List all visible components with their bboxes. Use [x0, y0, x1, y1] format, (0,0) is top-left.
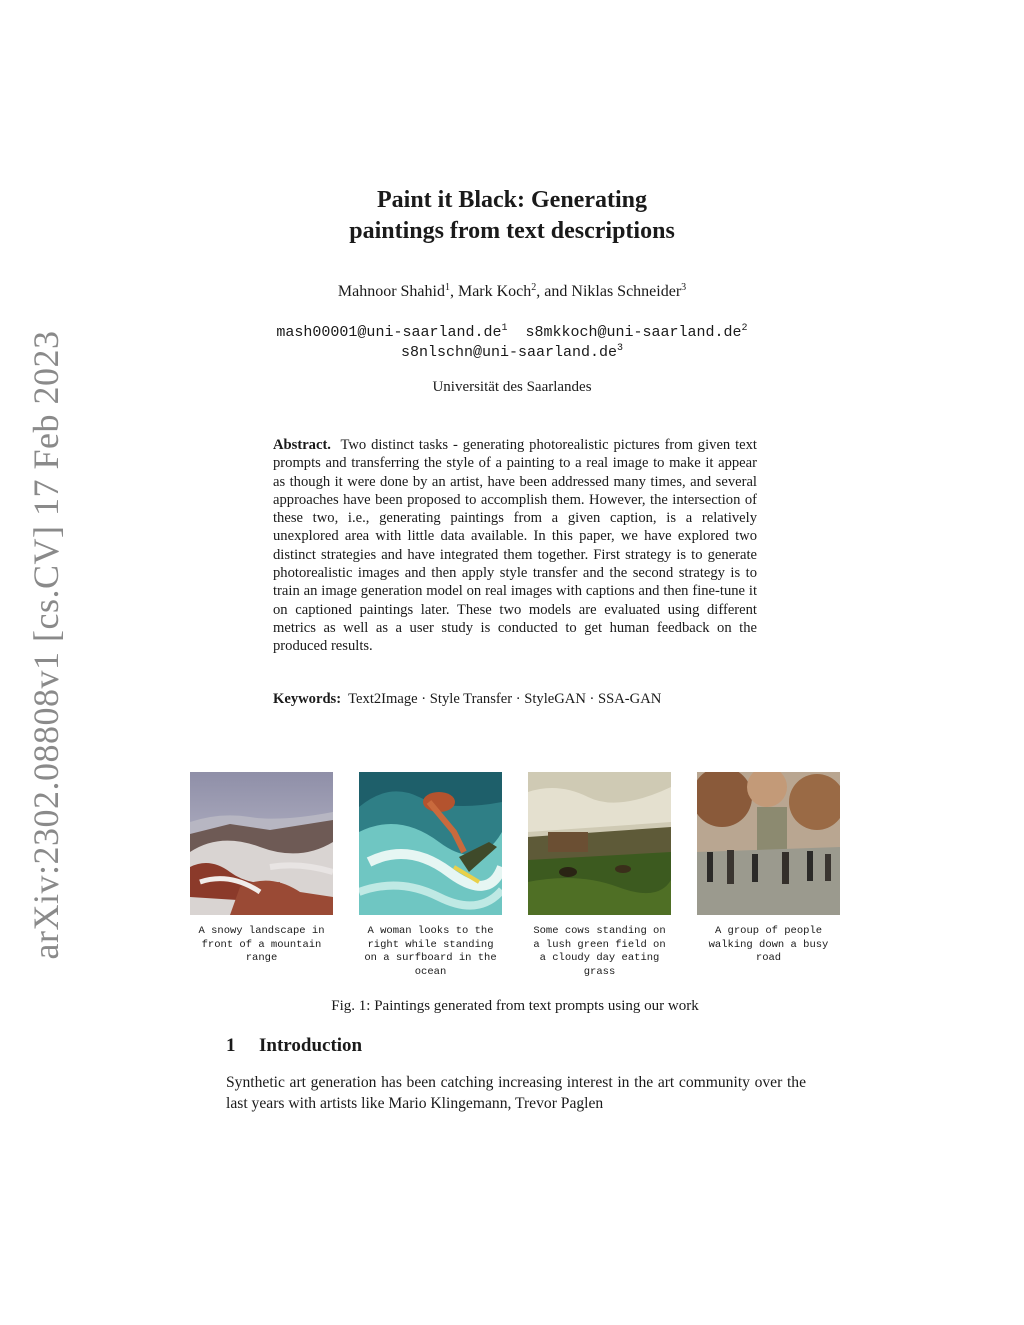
email-list	[262, 323, 762, 363]
painting-image-busy-road	[697, 772, 840, 915]
email-line-1	[262, 323, 762, 343]
author-separator: , and	[536, 283, 572, 300]
abstract-label: Abstract.	[273, 437, 331, 453]
panel-caption: A group of people walking down a busy road	[708, 925, 829, 964]
painting-image-cows-field	[528, 772, 671, 915]
section-number: 1	[226, 1035, 236, 1056]
author-mark: 1	[444, 282, 450, 293]
author-mark: 2	[531, 282, 537, 293]
email-address[interactable]: s8nlschn@uni-saarland.de	[400, 344, 618, 361]
painting-image-surfer	[359, 772, 502, 915]
arxiv-identifier-stamp: arXiv:2302.08808v1 [cs.CV] 17 Feb 2023	[26, 330, 66, 960]
figure-caption: Fig. 1: Paintings generated from text prompts using our work	[331, 998, 699, 1014]
abstract	[273, 436, 757, 656]
figure-panel-busy-road	[697, 772, 840, 966]
abstract-text: Two distinct tasks - generating photorealistic pictures from given text prompts and transferring the style of a painting to a real image to make it appear as though it were done by an artist, have been addressed many times, and several approaches have been proposed to accomplish them. However, the intersection of these two, i.e., generating paintings from a given caption, is a relatively unexplored area with little data available. In this paper, we have explored two distinct strategies and have integrated them together. First strategy is to generate photorealistic images and then apply style transfer and the second strategy is to train an image generation model on real images with captions and then fine-tune it on captioned paintings later. These two models are evaluated using different metrics as well as a user study is conducted to get human feedback on the produced results.	[273, 437, 757, 655]
intro-paragraph: Synthetic art generation has been catching increasing interest in the art community over the last years with artists like Mario Klingemann, Trevor Paglen	[226, 1074, 806, 1112]
author-name: Mark Koch	[457, 283, 532, 300]
panel-caption: A snowy landscape in front of a mountain range	[198, 925, 325, 964]
panel-caption: A woman looks to the right while standing on a surfboard in the ocean	[364, 925, 497, 978]
author-separator: ,	[449, 283, 458, 300]
section-heading	[226, 1035, 362, 1057]
panel-caption: Some cows standing on a lush green field on a cloudy day eating grass	[533, 925, 666, 978]
title-line-2: paintings from text descriptions	[349, 218, 675, 244]
painting-image-snowy-landscape	[190, 772, 333, 915]
affiliation: Universität des Saarlandes	[432, 379, 592, 395]
email-line-2	[262, 343, 762, 363]
title-line-1: Paint it Black: Generating	[377, 187, 647, 213]
paper-title	[262, 185, 762, 247]
email-mark: 2	[741, 323, 748, 334]
email-address[interactable]: mash00001@uni-saarland.de	[276, 324, 502, 341]
author-mark: 3	[681, 282, 687, 293]
email-address[interactable]: s8mkkoch@uni-saarland.de	[525, 324, 742, 341]
keywords-label: Keywords:	[273, 691, 342, 707]
author-name: Mahnoor Shahid	[337, 283, 445, 300]
author-list	[262, 283, 762, 301]
section-title: Introduction	[259, 1035, 363, 1056]
figure-panel-surfer	[359, 772, 502, 979]
email-mark: 3	[617, 343, 624, 354]
email-mark: 1	[501, 323, 508, 334]
author-name: Niklas Schneider	[571, 283, 682, 300]
keywords	[273, 691, 757, 708]
keywords-text: Text2Image · Style Transfer · StyleGAN · SSA-GAN	[348, 691, 662, 707]
figure-panel-cows-field	[528, 772, 671, 979]
figure-panel-snowy-landscape	[190, 772, 333, 966]
